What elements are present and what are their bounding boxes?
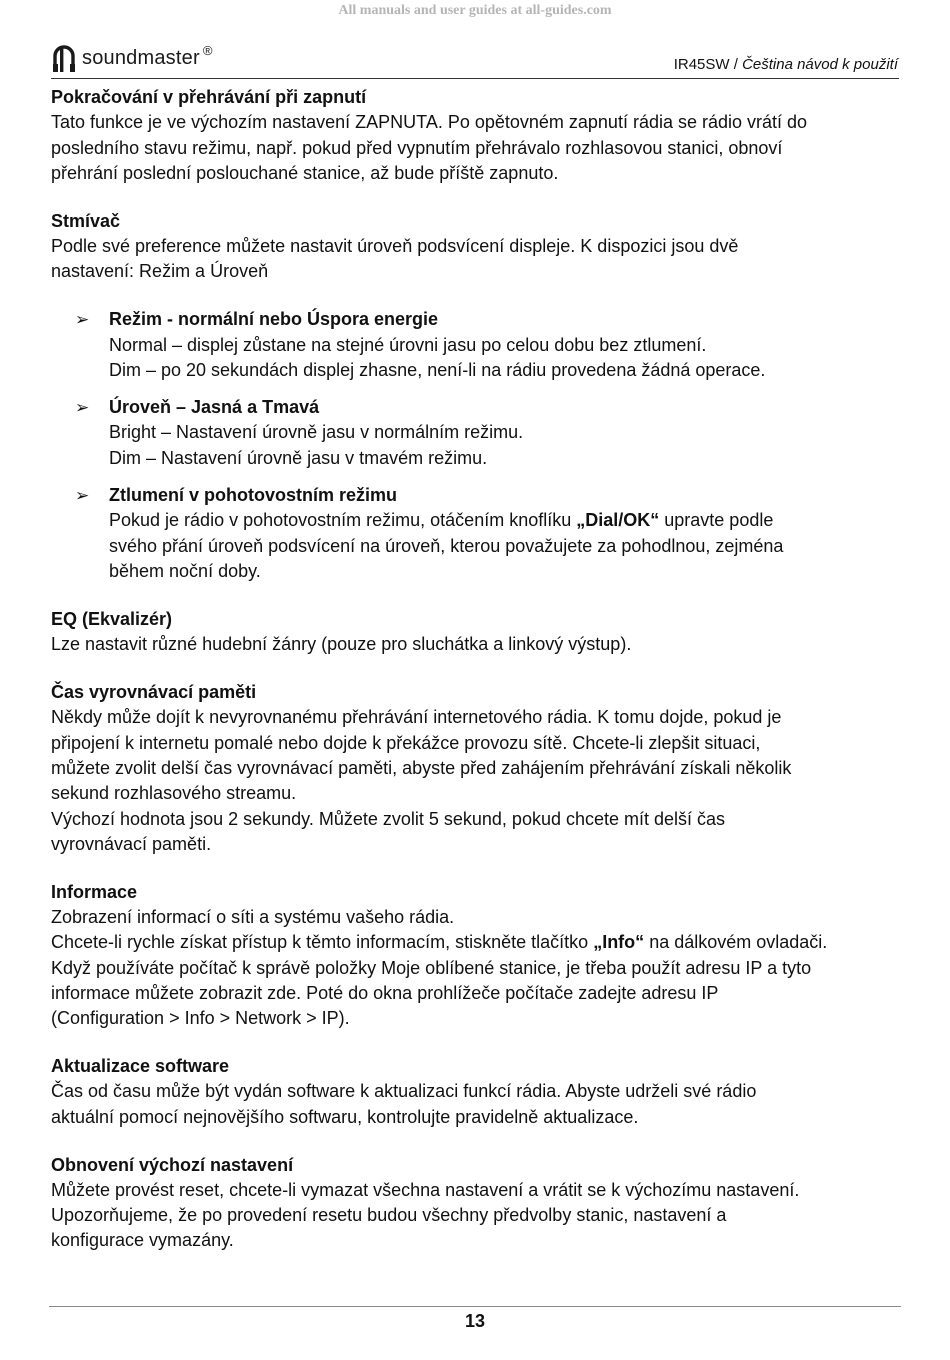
- section-title-resume: Pokračování v přehrávání při zapnutí: [51, 87, 367, 107]
- dial-ok-label: „Dial/OK“: [576, 510, 660, 531]
- watermark: All manuals and user guides at all-guides.com: [338, 3, 612, 18]
- text-line: nastavení: Režim a Úroveň: [51, 261, 269, 282]
- text-line: Podle své preference můžete nastavit úroveň podsvícení displeje. K dispozici jsou dvě: [51, 236, 739, 257]
- bullet-title: Ztlumení v pohotovostním režimu: [109, 485, 398, 506]
- header-divider: [51, 78, 899, 79]
- text-line: během noční doby.: [109, 560, 261, 581]
- text-line: svého přání úroveň podsvícení na úroveň, kterou považujete za pohodlnou, zejména: [109, 535, 784, 556]
- soundmaster-logo: [51, 41, 213, 75]
- document-title: [674, 56, 898, 73]
- text-line: posledního stavu režimu, např. pokud před vypnutím přehrávalo rozhlasovou stanici, obnoví: [51, 137, 783, 158]
- info-button-label: „Info“: [593, 932, 645, 953]
- brand-name: soundmaster ®: [82, 42, 213, 69]
- bullet-title: Režim - normální nebo Úspora energie: [109, 309, 439, 330]
- text-line: Chcete-li rychle získat přístup k těmto informacím, stiskněte tlačítko „Info“ na dálkovém ovladači.: [51, 932, 828, 953]
- bullet-title: Úroveň – Jasná a Tmavá: [109, 397, 320, 418]
- text-line: Dim – Nastavení úrovně jasu v tmavém režimu.: [109, 447, 488, 468]
- model-label: IR45SW /: [673, 56, 743, 73]
- text-line: aktuální pomocí nejnovějšího softwaru, kontrolujte pravidelně aktualizace.: [51, 1106, 639, 1127]
- section-title-buffer: Čas vyrovnávací paměti: [51, 682, 257, 703]
- footer-divider: [49, 1306, 901, 1307]
- text-line: Pokud je rádio v pohotovostním režimu, otáčením knoflíku „Dial/OK“ upravte podle: [109, 510, 774, 531]
- section-title-dimmer: Stmívač: [51, 210, 121, 231]
- text-line: vyrovnávací paměti.: [51, 833, 212, 854]
- section-title-reset: Obnovení výchozí nastavení: [51, 1154, 294, 1175]
- text-line: Dim – po 20 sekundách displej zhasne, není-li na rádiu provedena žádná operace.: [109, 359, 766, 380]
- text-line: konfigurace vymazány.: [51, 1230, 234, 1251]
- text-line: přehrání poslední poslouchané stanice, až bude příště zapnuto.: [51, 162, 559, 183]
- text-line: Bright – Nastavení úrovně jasu v normálním režimu.: [109, 422, 524, 443]
- page-content: [51, 85, 906, 1254]
- text-line: Tato funkce je ve výchozím nastavení ZAPNUTA. Po opětovném zapnutí rádia se rádio vrátí do: [51, 112, 808, 133]
- text-line: informace můžete zobrazit zde. Poté do okna prohlížeče počítače zadejte adresu IP: [51, 982, 719, 1003]
- text-line: Někdy může dojít k nevyrovnanému přehrávání internetového rádia. K tomu dojde, pokud je: [51, 707, 782, 728]
- text-line: Můžete provést reset, chcete-li vymazat všechna nastavení a vrátit se k výchozímu nastavení.: [51, 1179, 800, 1200]
- text-line: Upozorňujeme, že po provedení resetu budou všechny předvolby stanic, nastavení a: [51, 1205, 727, 1226]
- section-title-software: Aktualizace software: [51, 1056, 230, 1077]
- section-title-info: Informace: [51, 881, 138, 902]
- language-title: Čeština návod k použití: [742, 56, 898, 73]
- text-line: Když používáte počítač k správě položky Moje oblíbené stanice, je třeba použít adresu IP a tyto: [51, 957, 812, 978]
- section-title-eq: EQ (Ekvalizér): [51, 608, 173, 629]
- page-number: 13: [464, 1311, 486, 1331]
- text-line: připojení k internetu pomalé nebo dojde k překážce provozu sítě. Chcete-li zlepšit situaci,: [51, 732, 761, 753]
- text-line: můžete zvolit delší čas vyrovnávací paměti, abyste před zahájením přehrávání získali několik: [51, 757, 792, 778]
- arrow-bullet-icon: ➢: [75, 486, 90, 506]
- text-line: Lze nastavit různé hudební žánry (pouze pro sluchátka a linkový výstup).: [51, 634, 632, 655]
- soundmaster-logo-icon: [51, 42, 77, 74]
- text-line: Zobrazení informací o síti a systému vašeho rádia.: [51, 906, 455, 927]
- arrow-bullet-icon: ➢: [75, 398, 90, 418]
- text-line: Čas od času může být vydán software k aktualizaci funkcí rádia. Abyste udrželi své rádio: [51, 1081, 757, 1102]
- text-line: sekund rozhlasového streamu.: [51, 783, 297, 804]
- bullet-mode: [51, 307, 906, 383]
- text-line: (Configuration > Info > Network > IP).: [51, 1008, 350, 1029]
- bullet-standby-dim: [51, 483, 906, 584]
- bullet-level: [51, 395, 906, 471]
- arrow-bullet-icon: ➢: [75, 310, 90, 330]
- text-line: Normal – displej zůstane na stejné úrovni jasu po celou dobu bez ztlumení.: [109, 334, 707, 355]
- text-line: Výchozí hodnota jsou 2 sekundy. Můžete zvolit 5 sekund, pokud chcete mít delší čas: [51, 808, 726, 829]
